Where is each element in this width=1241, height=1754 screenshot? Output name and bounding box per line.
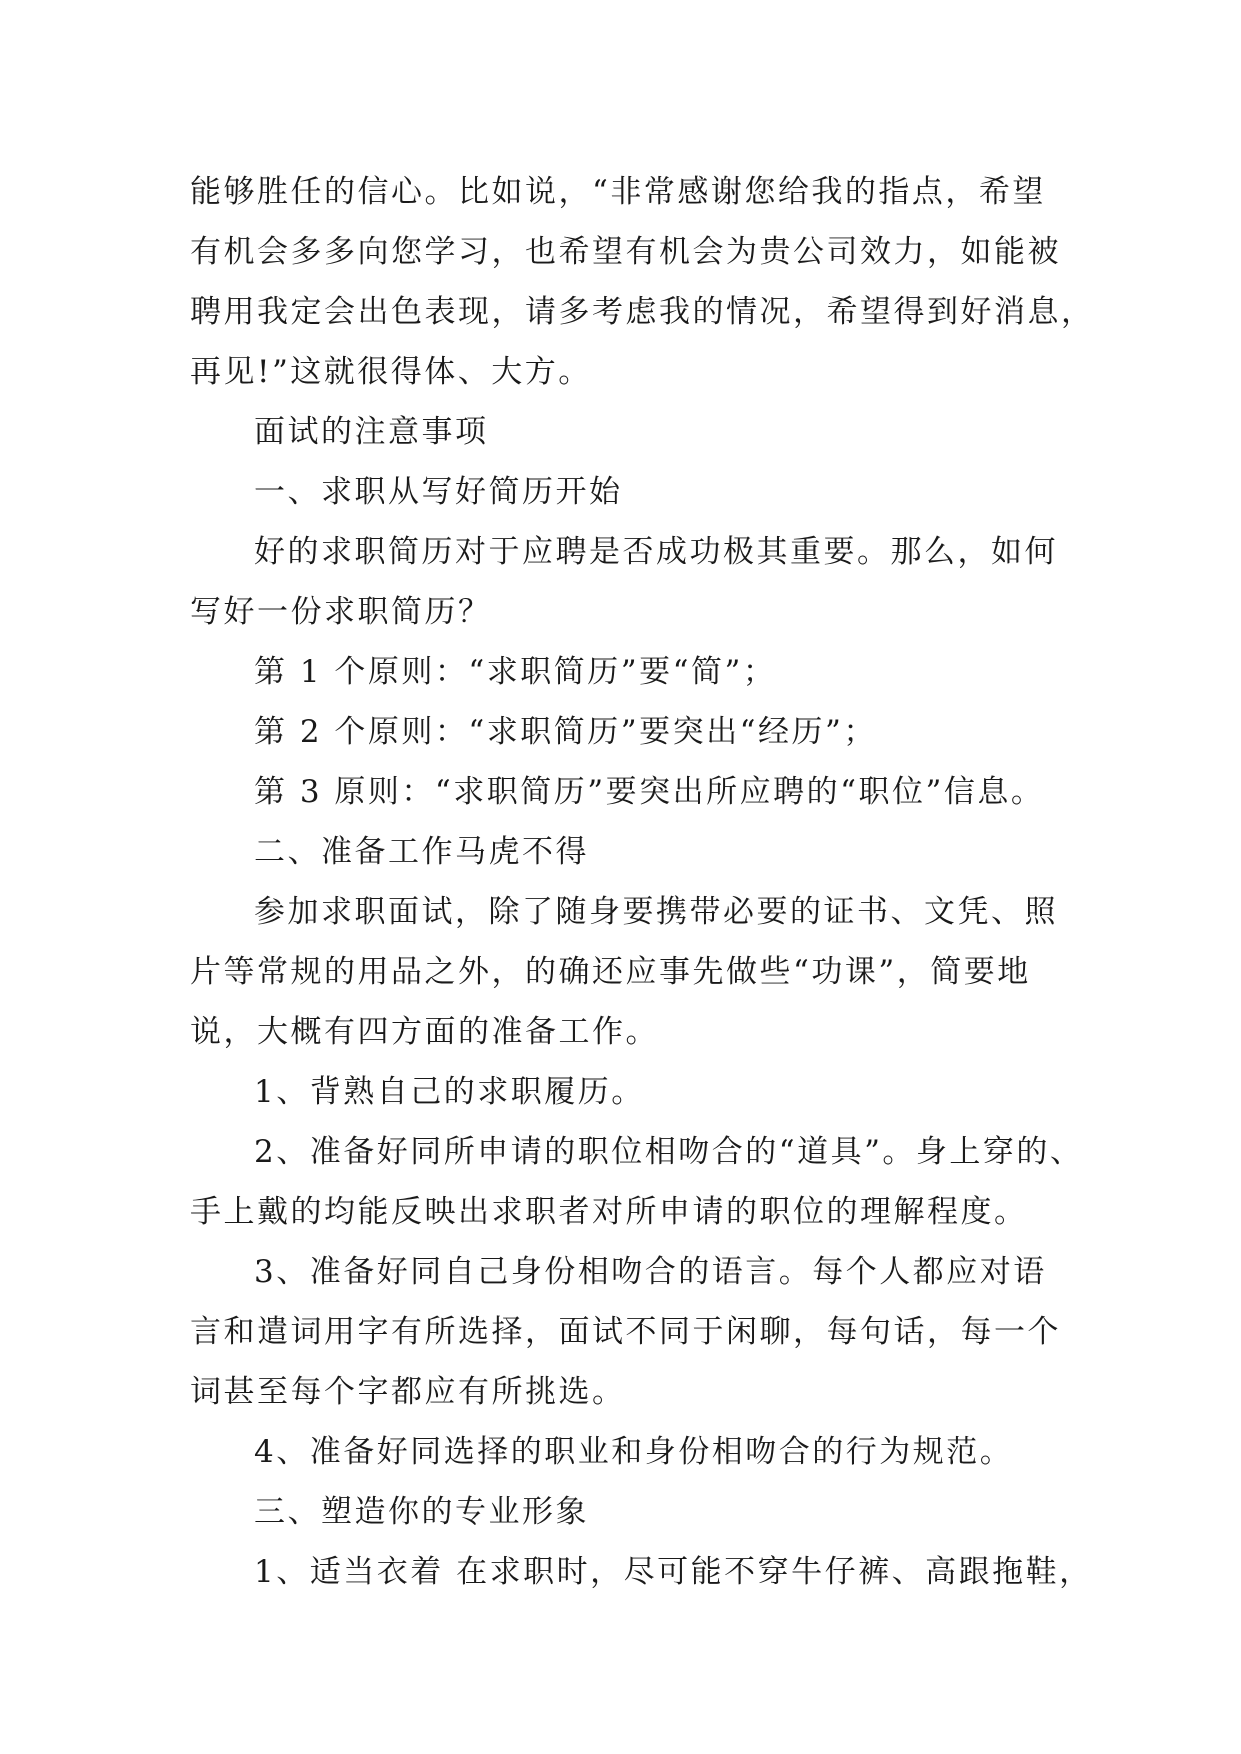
- list-item: 第 1 个原则：“求职简历”要“简”；: [254, 654, 777, 690]
- section-heading: 三、塑造你的专业形象: [254, 1494, 589, 1530]
- paragraph-line: 写好一份求职简历？: [190, 594, 492, 630]
- list-item: 3、准备好同自己身份相吻合的语言。每个人都应对语: [254, 1254, 1047, 1290]
- document-body: [190, 162, 1095, 1602]
- paragraph-line: 好的求职简历对于应聘是否成功极其重要。那么，如何: [254, 534, 1058, 570]
- section-heading: 二、准备工作马虎不得: [254, 834, 589, 870]
- list-item: 4、准备好同选择的职业和身份相吻合的行为规范。: [254, 1434, 1014, 1470]
- paragraph-line: 再见!”这就很得体、大方。: [190, 354, 592, 390]
- section-heading: 一、求职从写好简历开始: [254, 474, 623, 510]
- list-item: 1、背熟自己的求职履历。: [254, 1074, 645, 1110]
- paragraph-line: 参加求职面试，除了随身要携带必要的证书、文凭、照: [254, 894, 1058, 930]
- paragraph-line: 手上戴的均能反映出求职者对所申请的职位的理解程度。: [190, 1194, 1028, 1230]
- paragraph-line: 说，大概有四方面的准备工作。: [190, 1014, 659, 1050]
- list-item: 第 3 原则：“求职简历”要突出所应聘的“职位”信息。: [254, 774, 1045, 810]
- paragraph-line: 言和遣词用字有所选择，面试不同于闲聊，每句话，每一个: [190, 1314, 1061, 1350]
- paragraph-line: 词甚至每个字都应有所挑选。: [190, 1374, 626, 1410]
- paragraph-line: 有机会多多向您学习，也希望有机会为贵公司效力，如能被: [190, 234, 1061, 270]
- paragraph-line: 聘用我定会出色表现，请多考虑我的情况，希望得到好消息，: [190, 294, 1095, 330]
- paragraph-line: 能够胜任的信心。比如说，“非常感谢您给我的指点，希望: [190, 174, 1046, 210]
- list-item: 1、适当衣着 在求职时，尽可能不穿牛仔裤、高跟拖鞋，: [254, 1554, 1093, 1590]
- list-item: 2、准备好同所申请的职位相吻合的“道具”。身上穿的、: [254, 1134, 1084, 1170]
- section-heading: 面试的注意事项: [254, 414, 489, 450]
- paragraph-line: 片等常规的用品之外，的确还应事先做些“功课”，简要地: [190, 954, 1031, 990]
- list-item: 第 2 个原则：“求职简历”要突出“经历”；: [254, 714, 877, 750]
